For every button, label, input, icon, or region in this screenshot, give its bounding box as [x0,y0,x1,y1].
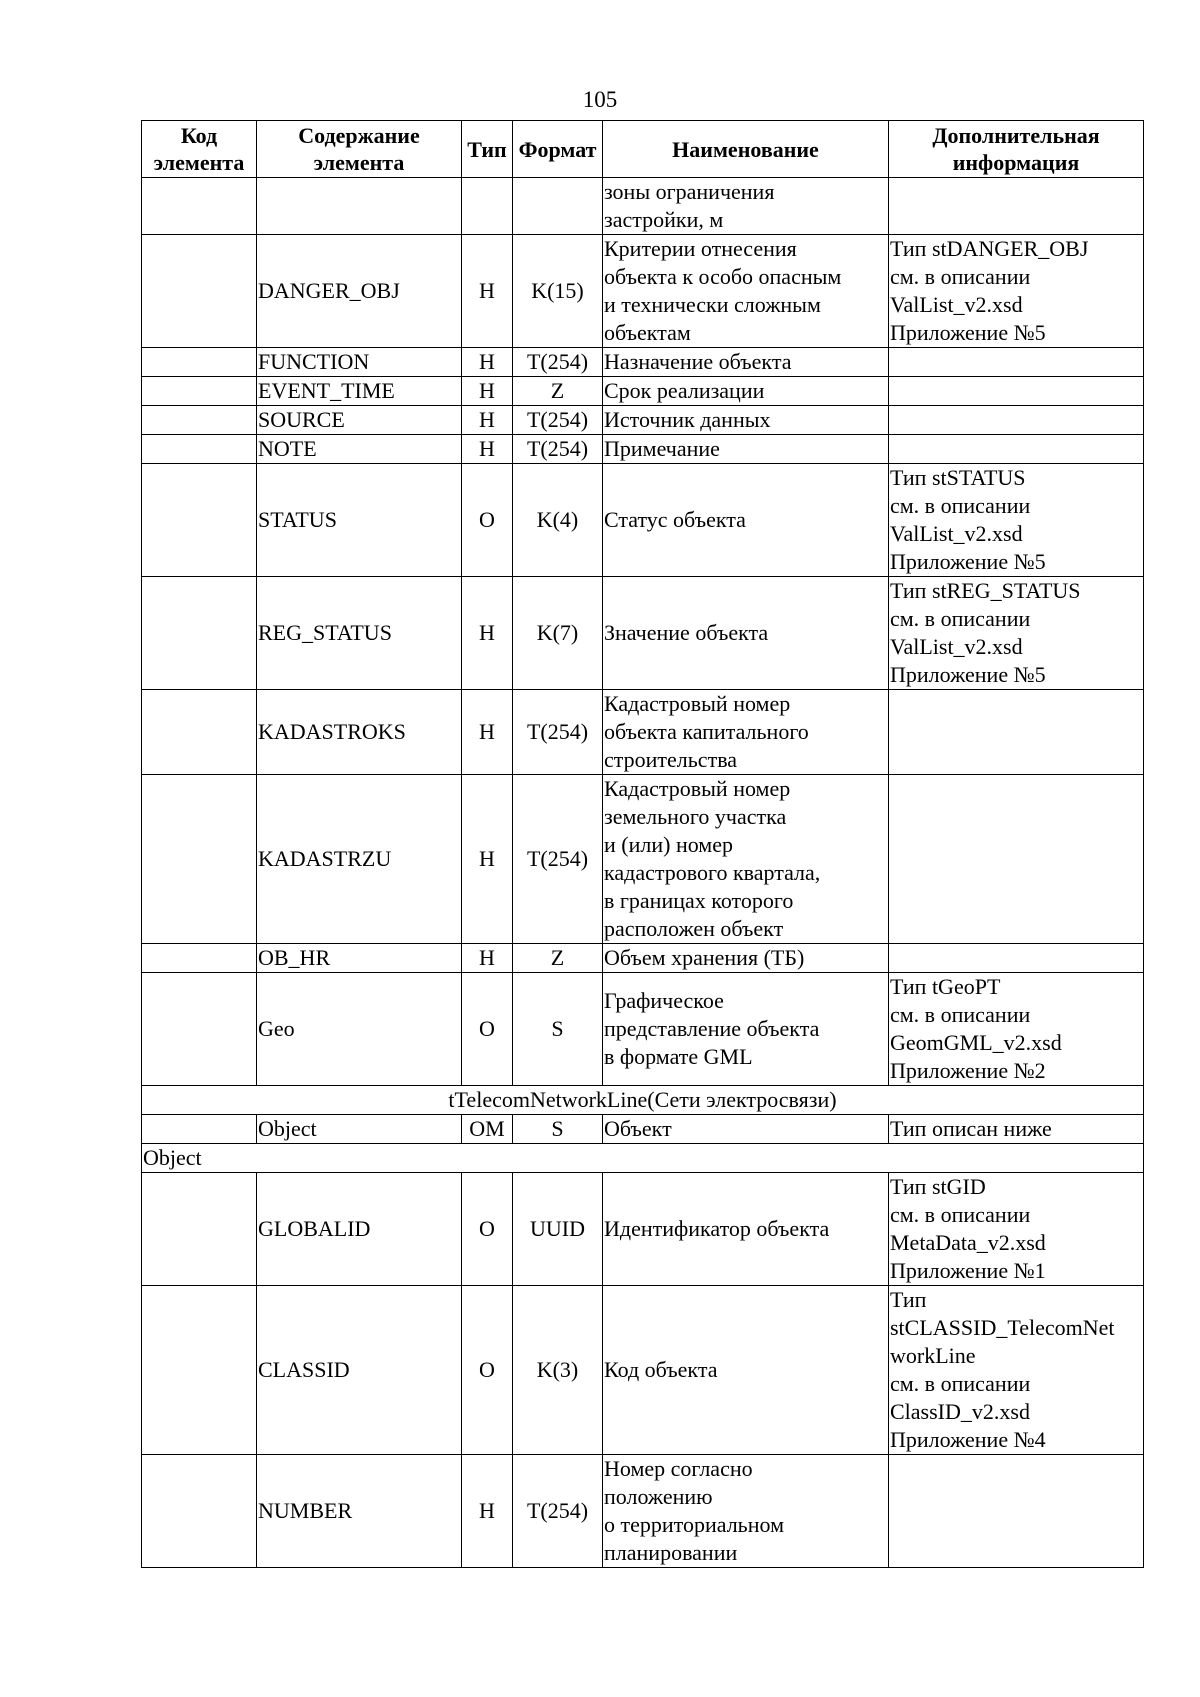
header-info: Дополнительная информация [889,121,1144,178]
table-row [142,235,1144,348]
header-row [142,121,1144,178]
cell-info [889,348,1144,377]
table-row [142,775,1144,944]
cell-type: Н [462,377,513,406]
cell-format: Z [513,944,603,973]
cell-code [142,577,257,690]
table-body-b [142,1173,1144,1568]
table-row [142,1173,1144,1286]
cell-title: Примечание [603,435,889,464]
cell-title: Кадастровый номер земельного участка и (или) номер кадастрового квартала, в границах которого расположен объект [603,775,889,944]
cell-type: О [462,1173,513,1286]
cell-title: Графическое представление объекта в формате GML [603,973,889,1086]
cell-info [889,435,1144,464]
cell-code [142,348,257,377]
cell-title: Значение объекта [603,577,889,690]
cell-type: Н [462,577,513,690]
cell-format: UUID [513,1173,603,1286]
cell-format: T(254) [513,775,603,944]
cell-format: K(3) [513,1286,603,1455]
cell-title: Кадастровый номер объекта капитального строительства [603,690,889,775]
header-type: Тип [462,121,513,178]
cell-type: Н [462,406,513,435]
cell-name: OB_HR [257,944,462,973]
cell-title: Объект [603,1115,889,1144]
cell-code [142,464,257,577]
cell-format [513,178,603,235]
cell-code [142,1173,257,1286]
section-title-row [142,1086,1144,1115]
cell-type: ОМ [462,1115,513,1144]
object-row [142,1115,1144,1144]
cell-type: Н [462,348,513,377]
section-title: tTelecomNetworkLine(Сети электросвязи) [142,1086,1144,1115]
cell-info: Тип stCLASSID_TelecomNet workLine см. в описании ClassID_v2.xsd Приложение №4 [889,1286,1144,1455]
cell-title: Срок реализации [603,377,889,406]
cell-title: Источник данных [603,406,889,435]
table-row [142,577,1144,690]
cell-name: DANGER_OBJ [257,235,462,348]
table-row [142,464,1144,577]
cell-format: S [513,973,603,1086]
cell-name: Object [257,1115,462,1144]
cell-name: KADASTRZU [257,775,462,944]
page-number: 105 [582,87,618,112]
cell-title: Назначение объекта [603,348,889,377]
table-row [142,1455,1144,1568]
cell-format: K(15) [513,235,603,348]
cell-name: NOTE [257,435,462,464]
cell-title: Критерии отнесения объекта к особо опасным и технически сложным объектам [603,235,889,348]
cell-info: Тип stDANGER_OBJ см. в описании ValList_v2.xsd Приложение №5 [889,235,1144,348]
elements-table [141,120,1144,1568]
cell-name [257,178,462,235]
cell-format: K(7) [513,577,603,690]
cell-code [142,775,257,944]
cell-info: Тип описан ниже [889,1115,1144,1144]
cell-info [889,406,1144,435]
cell-title: Статус объекта [603,464,889,577]
cell-type [462,178,513,235]
section-body [142,1086,1144,1173]
cell-code [142,235,257,348]
cell-name: SOURCE [257,406,462,435]
cell-format: T(254) [513,435,603,464]
cell-code [142,435,257,464]
cell-info: Тип stGID см. в описании MetaData_v2.xsd Приложение №1 [889,1173,1144,1286]
cell-name: KADASTROKS [257,690,462,775]
table-row [142,435,1144,464]
cell-title: Код объекта [603,1286,889,1455]
cell-format: T(254) [513,406,603,435]
cell-format: K(4) [513,464,603,577]
cell-info [889,1455,1144,1568]
cell-type: Н [462,775,513,944]
cell-name: EVENT_TIME [257,377,462,406]
cell-title: Объем хранения (ТБ) [603,944,889,973]
cell-format: T(254) [513,348,603,377]
cell-name: FUNCTION [257,348,462,377]
cell-type: Н [462,235,513,348]
cell-type: Н [462,944,513,973]
table-row [142,1286,1144,1455]
table-row [142,406,1144,435]
cell-name: Geo [257,973,462,1086]
cell-code [142,1455,257,1568]
header-format: Формат [513,121,603,178]
table-row [142,377,1144,406]
cell-title: зоны ограничения застройки, м [603,178,889,235]
cell-name: CLASSID [257,1286,462,1455]
table-row [142,944,1144,973]
group-label-row [142,1144,1144,1173]
cell-name: NUMBER [257,1455,462,1568]
cell-code [142,406,257,435]
cell-name: STATUS [257,464,462,577]
header-content: Содержание элемента [257,121,462,178]
cell-name: REG_STATUS [257,577,462,690]
cell-name: GLOBALID [257,1173,462,1286]
cell-type: О [462,464,513,577]
cell-code [142,377,257,406]
cell-info [889,690,1144,775]
table-body-a [142,178,1144,1086]
cell-format: T(254) [513,690,603,775]
cell-type: О [462,1286,513,1455]
cell-type: Н [462,1455,513,1568]
cell-code [142,1115,257,1144]
cell-type: Н [462,435,513,464]
table-row [142,690,1144,775]
cell-code [142,973,257,1086]
cell-format: Z [513,377,603,406]
cell-title: Номер согласно положению о территориальном планировании [603,1455,889,1568]
cell-format: T(254) [513,1455,603,1568]
table-row [142,348,1144,377]
cell-info [889,944,1144,973]
cell-type: Н [462,690,513,775]
cell-code [142,178,257,235]
table-row [142,178,1144,235]
cell-code [142,690,257,775]
cell-info [889,775,1144,944]
cell-type: О [462,973,513,1086]
header-title: Наименование [603,121,889,178]
header-code: Код элемента [142,121,257,178]
table-row [142,973,1144,1086]
group-label: Object [142,1144,1144,1173]
cell-info [889,377,1144,406]
cell-info: Тип stSTATUS см. в описании ValList_v2.xsd Приложение №5 [889,464,1144,577]
cell-info [889,178,1144,235]
cell-code [142,1286,257,1455]
cell-info: Тип tGeoPT см. в описании GeomGML_v2.xsd Приложение №2 [889,973,1144,1086]
cell-code [142,944,257,973]
cell-info: Тип stREG_STATUS см. в описании ValList_v2.xsd Приложение №5 [889,577,1144,690]
cell-format: S [513,1115,603,1144]
cell-title: Идентификатор объекта [603,1173,889,1286]
